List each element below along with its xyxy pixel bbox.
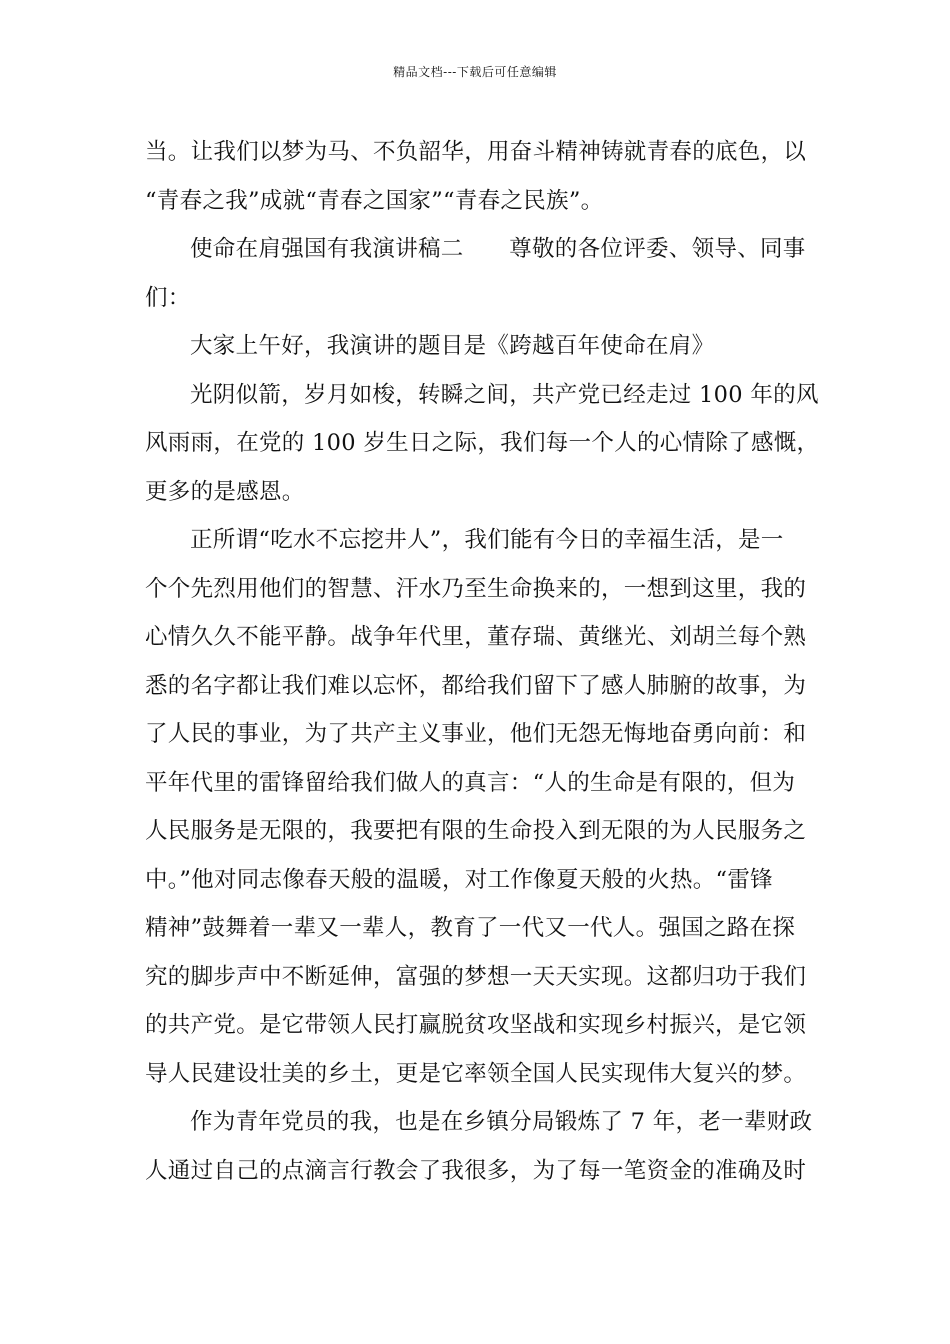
text-line: 当。让我们以梦为马、不负韶华，用奋斗精神铸就青春的底色，以 [145,139,807,165]
text-line: 平年代里的雷锋留给我们做人的真言：“人的生命是有限的，但为 [145,769,796,796]
text-line: 人通过自己的点滴言行教会了我很多，为了每一笔资金的准确及时 [145,1157,807,1184]
text-line: 中。”他对同志像春天般的温暖，对工作像夏天般的火热。“雷锋 [145,866,773,893]
text-line: 作为青年党员的我，也是在乡镇分局锻炼了 7 年，老一辈财政 [190,1109,813,1135]
text-line: 人民服务是无限的，我要把有限的生命投入到无限的为人民服务之 [145,818,807,844]
text-line: 光阴似箭，岁月如梭，转瞬之间，共产党已经走过 100 年的风 [190,381,819,408]
document-body [145,128,820,1195]
text-line: 导人民建设壮美的乡土，更是它率领全国人民实现伟大复兴的梦。 [145,1060,807,1087]
text-line: 究的脚步声中不断延伸，富强的梦想一天天实现。这都归功于我们 [145,963,807,990]
text-line: 个个先烈用他们的智慧、汗水乃至生命换来的，一想到这里，我的 [145,575,807,602]
page-header: 精品文档---下载后可任意编辑 [393,65,557,79]
text-line: 风雨雨，在党的 100 岁生日之际，我们每一个人的心情除了感慨， [145,430,820,456]
text-line: 精神”鼓舞着一辈又一辈人，教育了一代又一代人。强国之路在探 [145,915,796,941]
text-line: 们： [145,284,191,311]
text-line: 悉的名字都让我们难以忘怀，都给我们留下了感人肺腑的故事，为 [145,672,807,699]
text-line: 大家上午好，我演讲的题目是《跨越百年使命在肩》 [190,333,715,359]
text-line: 心情久久不能平静。战争年代里，董存瑞、黄继光、刘胡兰每个熟 [145,624,807,650]
text-line: 使命在肩强国有我演讲稿二 尊敬的各位评委、领导、同事 [190,236,806,262]
text-line: 正所谓“吃水不忘挖井人”，我们能有今日的幸福生活，是一 [190,527,784,553]
text-line: “青春之我”成就“青春之国家”“青春之民族”。 [145,187,604,214]
text-line: 更多的是感恩。 [145,478,305,505]
text-line: 的共产党。是它带领人民打赢脱贫攻坚战和实现乡村振兴，是它领 [145,1012,807,1038]
text-line: 了人民的事业，为了共产主义事业，他们无怨无悔地奋勇向前：和 [145,721,807,747]
